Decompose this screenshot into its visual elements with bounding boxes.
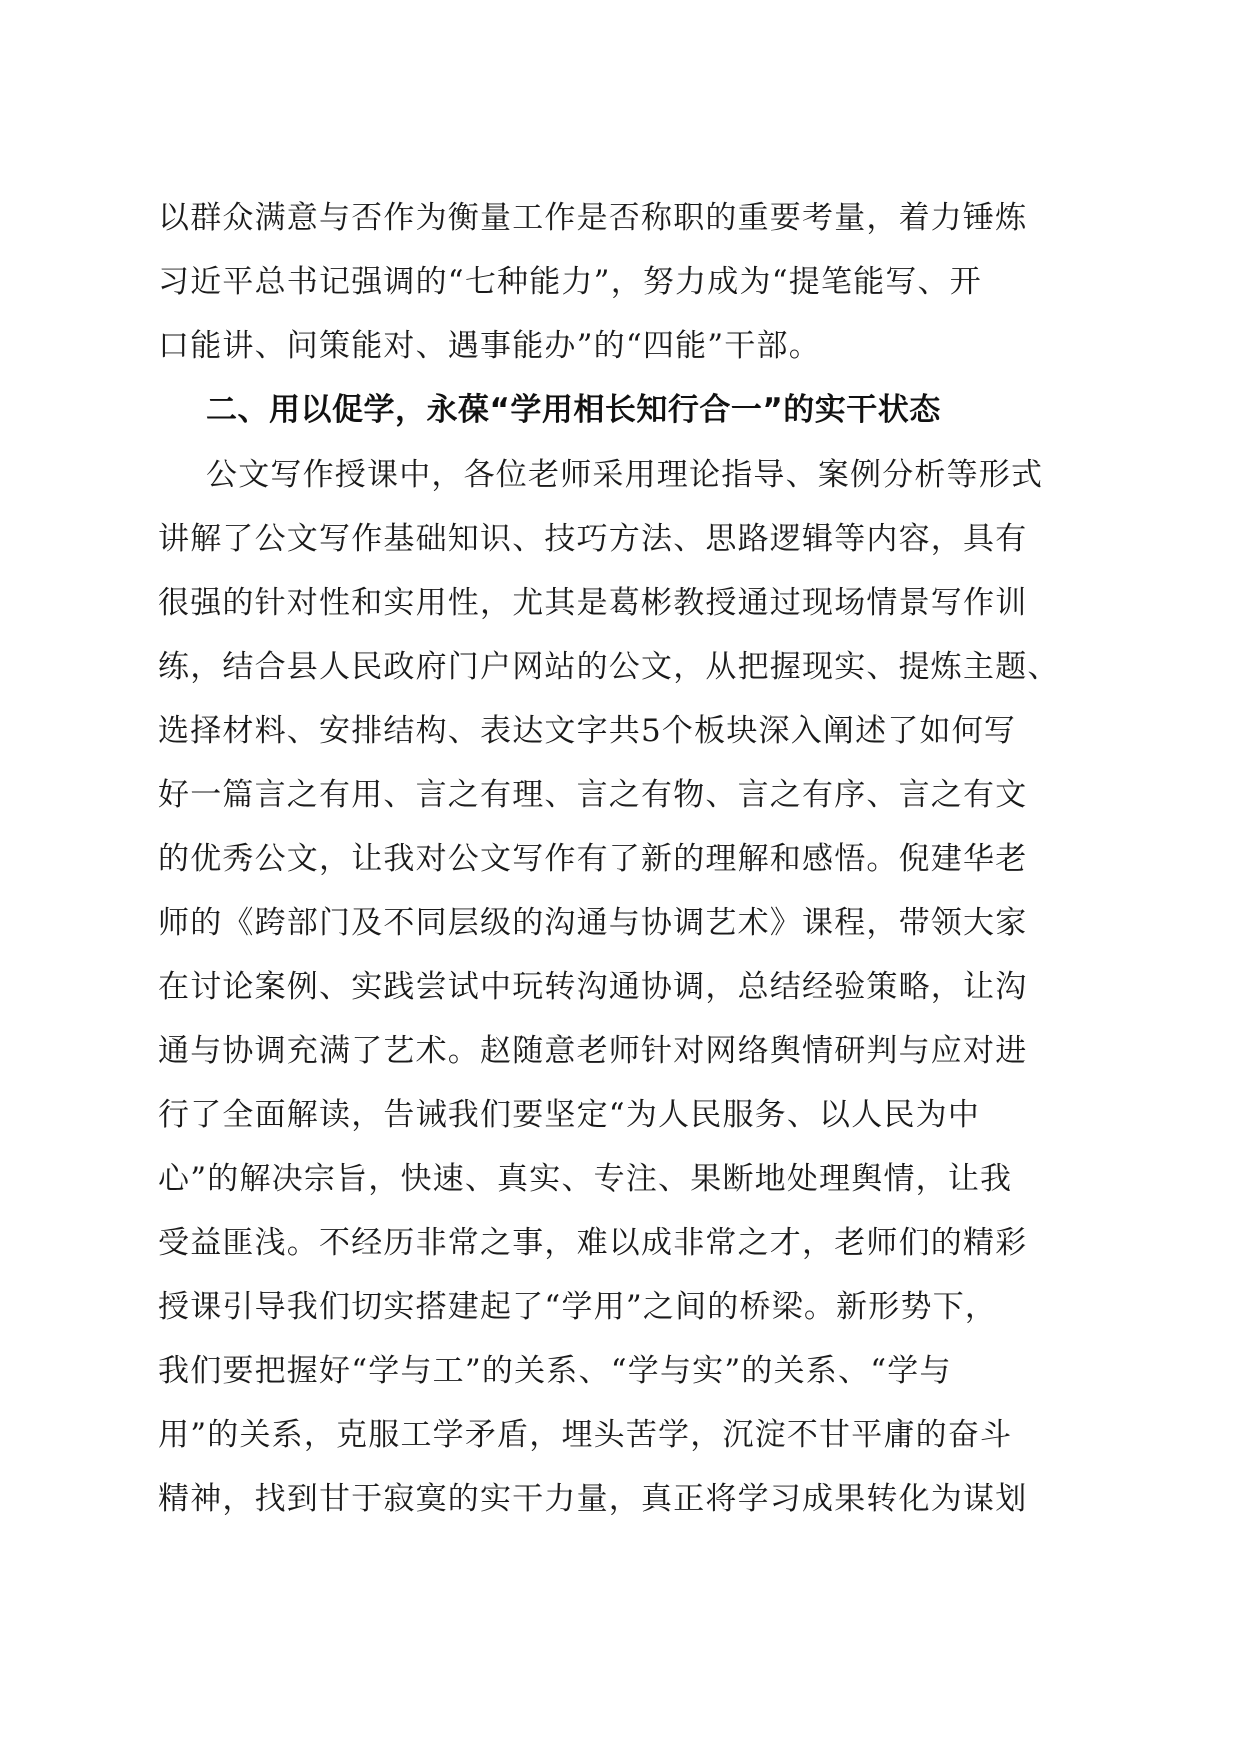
- body-text-line: 很强的针对性和实用性，尤其是葛彬教授通过现场情景写作训: [158, 585, 1028, 621]
- body-text-line: 用”的关系，克服工学矛盾，埋头苦学，沉淀不甘平庸的奋斗: [158, 1417, 1013, 1453]
- body-text-line: 的优秀公文，让我对公文写作有了新的理解和感悟。倪建华老: [158, 841, 1028, 877]
- body-text-line: 在讨论案例、实践尝试中玩转沟通协调，总结经验策略，让沟: [158, 969, 1028, 1005]
- body-text-line: 心”的解决宗旨，快速、真实、专注、果断地处理舆情，让我: [158, 1161, 1013, 1197]
- body-text-line: 以群众满意与否作为衡量工作是否称职的重要考量，着力锤炼: [158, 200, 1028, 236]
- body-text-line: 选择材料、安排结构、表达文字共5个板块深入阐述了如何写: [158, 713, 1017, 749]
- body-text-line: 精神，找到甘于寂寞的实干力量，真正将学习成果转化为谋划: [158, 1481, 1028, 1517]
- body-text-line: 受益匪浅。不经历非常之事，难以成非常之才，老师们的精彩: [158, 1225, 1028, 1261]
- body-text-line: 习近平总书记强调的“七种能力”，努力成为“提笔能写、开: [158, 264, 982, 300]
- section-heading: 二、用以促学，永葆“学用相长知行合一”的实干状态: [206, 392, 941, 428]
- body-text-line: 口能讲、问策能对、遇事能办”的“四能”干部。: [158, 328, 821, 364]
- body-text-line: 行了全面解读，告诫我们要坚定“为人民服务、以人民为中: [158, 1097, 981, 1133]
- body-text-line: 授课引导我们切实搭建起了“学用”之间的桥梁。新形势下，: [158, 1289, 998, 1325]
- body-text-line: 师的《跨部门及不同层级的沟通与协调艺术》课程，带领大家: [158, 905, 1028, 941]
- body-text-line: 好一篇言之有用、言之有理、言之有物、言之有序、言之有文: [158, 777, 1028, 813]
- body-text-line: 公文写作授课中，各位老师采用理论指导、案例分析等形式: [206, 457, 1044, 493]
- body-text-line: 练，结合县人民政府门户网站的公文，从把握现实、提炼主题、: [158, 649, 1060, 685]
- body-text-line: 我们要把握好“学与工”的关系、“学与实”的关系、“学与: [158, 1353, 952, 1389]
- body-text-line: 通与协调充满了艺术。赵随意老师针对网络舆情研判与应对进: [158, 1033, 1028, 1069]
- body-text-line: 讲解了公文写作基础知识、技巧方法、思路逻辑等内容，具有: [158, 521, 1028, 557]
